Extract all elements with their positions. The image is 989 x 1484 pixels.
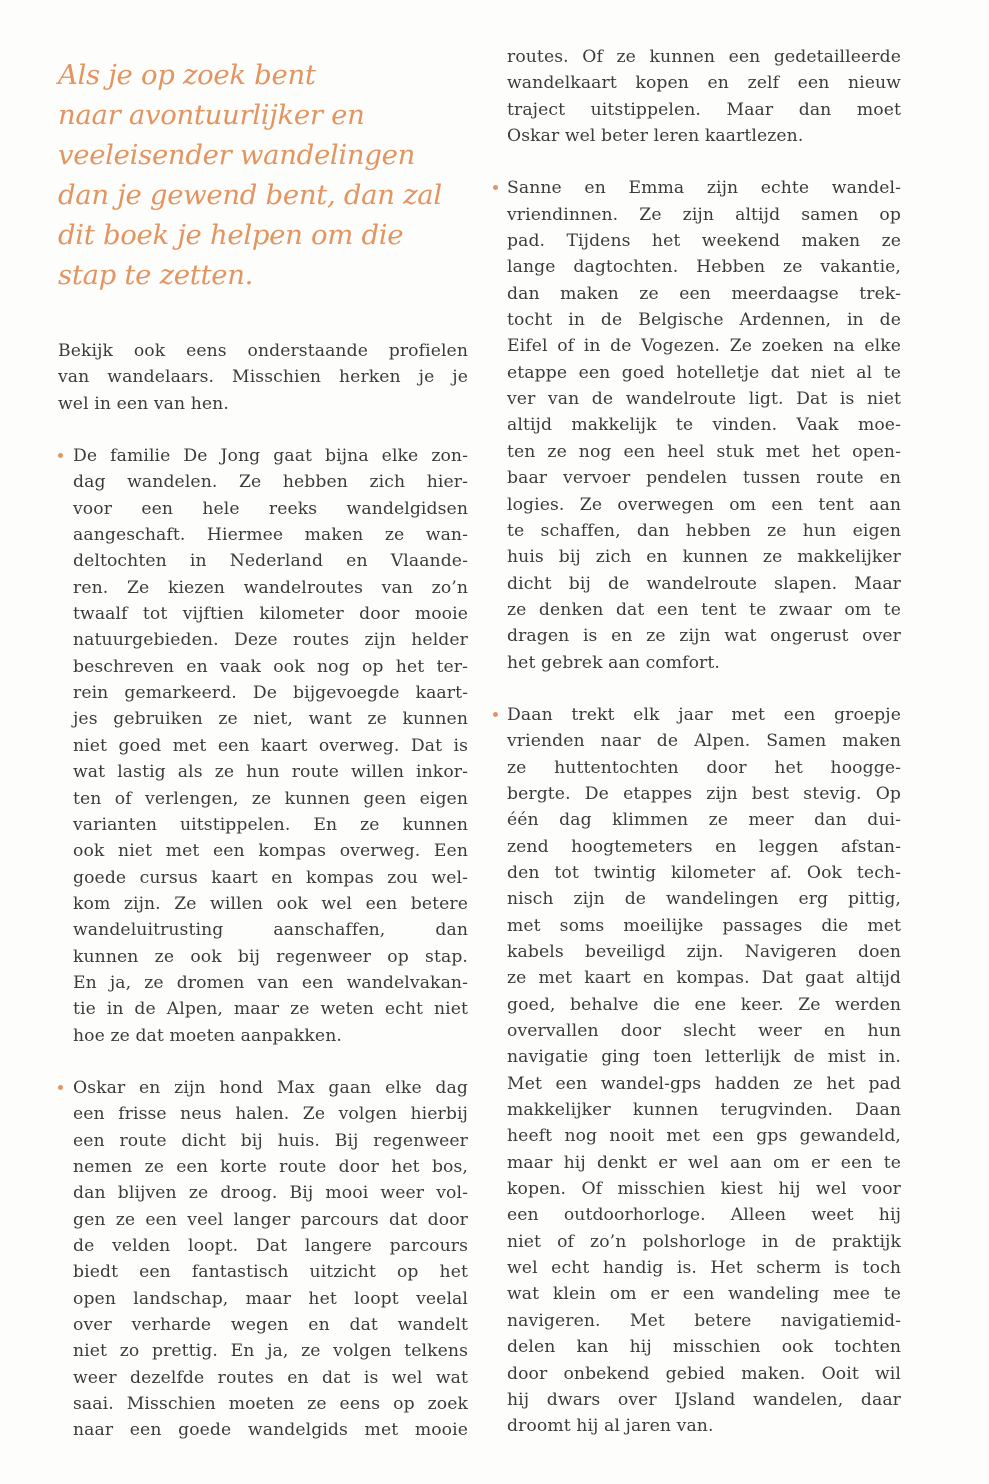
text-line: goed, behalve die ene keer. Ze werden [507,994,901,1015]
text-line: ten of verlengen, ze kunnen geen eigen [73,788,468,809]
profile-text [73,443,468,1049]
text-line: tocht in de Belgische Ardennen, in de [507,310,901,331]
text-line: heeft nog nooit met een gps gewandeld, [507,1126,901,1147]
text-line: vriendinnen. Ze zijn altijd samen op [507,204,901,225]
text-line: ver van de wandelroute ligt. Dat is niet [507,389,901,410]
text-line: te schaffen, dan hebben ze hun eigen [507,520,901,541]
bullet-icon [58,453,63,458]
text-line: de velden loopt. Dat langere parcours [73,1236,468,1256]
text-line: En ja, ze dromen van een wandelvakan- [73,972,468,993]
text-line: Met een wandel-gps hadden ze het pad [507,1073,901,1094]
text-line: nemen ze een korte route door het bos, [73,1156,468,1177]
text-line: jes gebruiken ze niet, want ze kunnen [73,709,468,730]
text-line: dag wandelen. Ze hebben zich hier- [73,472,468,493]
text-line: biedt een fantastisch uitzicht op het [73,1262,468,1283]
text-line: Eifel of in de Vogezen. Ze zoeken na elke [507,336,901,357]
text-line: ze met kaart en kompas. Dat gaat altijd [507,968,901,989]
text-line: goede cursus kaart en kompas zou wel- [73,867,468,888]
text-line: wandeluitrusting aanschaffen, dan [73,920,468,941]
text-line: kopen. Of misschien kiest hij wel voor [507,1179,901,1200]
text-line: dit boek je helpen om die [58,219,404,251]
text-line: weer dezelfde routes en dat is wel wat [73,1367,468,1388]
bullet-icon [493,185,498,190]
text-line: etappe een goed hotelletje dat niet al te [507,362,901,383]
text-line: kunnen ze ook bij regenweer op stap. [73,946,468,967]
text-line: huis bij zich en kunnen ze makkelijker [507,547,901,568]
text-line: logies. Ze overwegen om een tent aan [507,494,901,515]
text-line: vrienden naar de Alpen. Samen maken [507,731,901,752]
text-line: Oskar wel beter leren kaartlezen. [507,126,804,147]
text-line: stap te zetten. [58,259,254,291]
text-line: navigatie ging toen letterlijk de mist in. [507,1047,901,1068]
text-line: veeleisender wandelingen [58,139,416,171]
text-line: pad. Tijdens het weekend maken ze [507,231,901,252]
profile-item-oskar [58,1075,468,1444]
text-line: dragen is en ze zijn wat ongerust over [507,626,901,647]
text-line: wel echt handig is. Het scherm is toch [507,1258,901,1279]
text-line: twaalf tot vijftien kilometer door mooie [73,604,468,625]
pull-quote-headline [58,55,478,295]
text-line: ten ze nog een heel stuk met het open- [507,441,901,462]
text-line: dicht bij de wandelroute slapen. Maar [507,573,901,594]
bullet-icon [58,1085,63,1090]
text-line: rein gemarkeerd. De bijgevoegde kaart- [73,683,468,704]
text-line: Bekijk ook eens onderstaande profielen [58,341,468,361]
text-line: traject uitstippelen. Maar dan moet [507,99,901,120]
text-line: natuurgebieden. Deze routes zijn helder [73,630,468,651]
text-line: Oskar en zijn hond Max gaan elke dag [73,1077,468,1098]
bullet-icon [493,712,498,717]
text-line: wandelkaart kopen en zelf een nieuw [507,73,901,94]
text-line: een frisse neus halen. Ze volgen hierbij [73,1104,468,1125]
text-line: deltochten in Nederland en Vlaande- [73,551,468,572]
text-line: routes. Of ze kunnen een gedetailleerde [507,47,901,67]
text-line: dan maken ze een meerdaagse trek- [507,283,901,304]
text-line: dan blijven ze droog. Bij mooi weer vol- [73,1183,468,1204]
left-column [58,338,468,1444]
text-line: Als je op zoek bent [58,59,316,91]
text-line: maar hij denkt er wel aan om er een te [507,1152,901,1173]
text-line: varianten uitstippelen. En ze kunnen [73,814,468,835]
text-line: Daan trekt elk jaar met een groepje [507,704,901,725]
text-line: aangeschaft. Hiermee maken ze wan- [73,525,468,546]
text-line: hij dwars over IJsland wandelen, daar [507,1389,901,1410]
text-line: ren. Ze kiezen wandelroutes van zo’n [73,577,468,598]
profile-item-de-jong [58,443,468,1049]
text-line: droomt hij al jaren van. [507,1416,714,1437]
text-line: naar avontuurlijker en [58,99,365,131]
text-line: navigeren. Met betere navigatiemid- [507,1310,901,1331]
text-line: tie in de Alpen, maar ze weten echt niet [73,999,468,1020]
text-line: van wandelaars. Misschien herken je je [58,367,468,388]
text-line: makkelijker kunnen terugvinden. Daan [507,1100,901,1121]
text-line: altijd makkelijk te vinden. Vaak moe- [507,415,901,436]
intro-paragraph [58,338,468,417]
text-line: niet zo prettig. En ja, ze volgen telkens [73,1341,468,1362]
text-line: wel in een van hen. [58,393,229,414]
text-line: bergte. De etappes zijn best stevig. Op [507,783,901,804]
text-line: hoe ze dat moeten aanpakken. [73,1025,342,1046]
text-line: kom zijn. Ze willen ook wel een betere [73,893,468,914]
text-line: delen kan hij misschien ook tochten [507,1337,901,1358]
right-column [493,44,901,1440]
text-line: ook niet met een kompas overweg. Een [73,841,468,862]
text-line: niet goed met een kaart overweg. Dat is [73,735,468,756]
text-line: zend hoogtemeters en leggen afstan- [507,836,901,857]
profile-item-sanne-emma [493,175,901,676]
text-line: saai. Misschien moeten ze eens op zoek [73,1394,468,1415]
text-line: beschreven en vaak ook nog op het ter- [73,656,468,677]
text-line: nisch zijn de wandelingen erg pittig, [507,889,901,910]
text-line: een outdoorhorloge. Alleen weet hij [507,1205,901,1226]
text-line: Sanne en Emma zijn echte wandel- [507,178,901,199]
text-line: dan je gewend bent, dan zal [58,179,442,211]
text-line: overvallen door slecht weer en hun [507,1021,901,1042]
profile-text [507,175,901,676]
text-line: wat klein om er een wandeling mee te [507,1284,901,1305]
text-line: ze huttentochten door het hoogge- [507,757,901,778]
text-line: een route dicht bij huis. Bij regenweer [73,1130,468,1151]
text-line: baar vervoer pendelen tussen route en [507,468,901,489]
text-line: den tot twintig kilometer af. Ook tech- [507,862,901,883]
text-line: ze denken dat een tent te zwaar om te [507,599,901,620]
profile-item-daan [493,702,901,1440]
text-line: niet of zo’n polshorloge in de praktijk [507,1231,901,1252]
text-line: open landschap, maar het loopt veelal [73,1288,468,1309]
profile-text [507,702,901,1440]
text-line: het gebrek aan comfort. [507,652,720,673]
text-line: één dag klimmen ze meer dan dui- [507,810,901,831]
text-line: gen ze een veel langer parcours dat door [73,1209,468,1230]
text-line: De familie De Jong gaat bijna elke zon- [73,446,468,467]
text-line: voor een hele reeks wandelgidsen [73,498,468,519]
text-line: kabels beveiligd zijn. Navigeren doen [507,942,901,962]
text-line: over verharde wegen en dat wandelt [73,1315,468,1336]
text-line: door onbekend gebied maken. Ooit wil [507,1363,901,1384]
profile-text [73,1075,468,1444]
text-line: lange dagtochten. Hebben ze vakantie, [507,257,901,278]
text-line: wat lastig als ze hun route willen inkor- [73,762,468,783]
profile-item-oskar-continued [493,44,901,149]
text-line: naar een goede wandelgids met mooie [73,1420,468,1441]
text-line: met soms moeilijke passages die met [507,915,901,936]
